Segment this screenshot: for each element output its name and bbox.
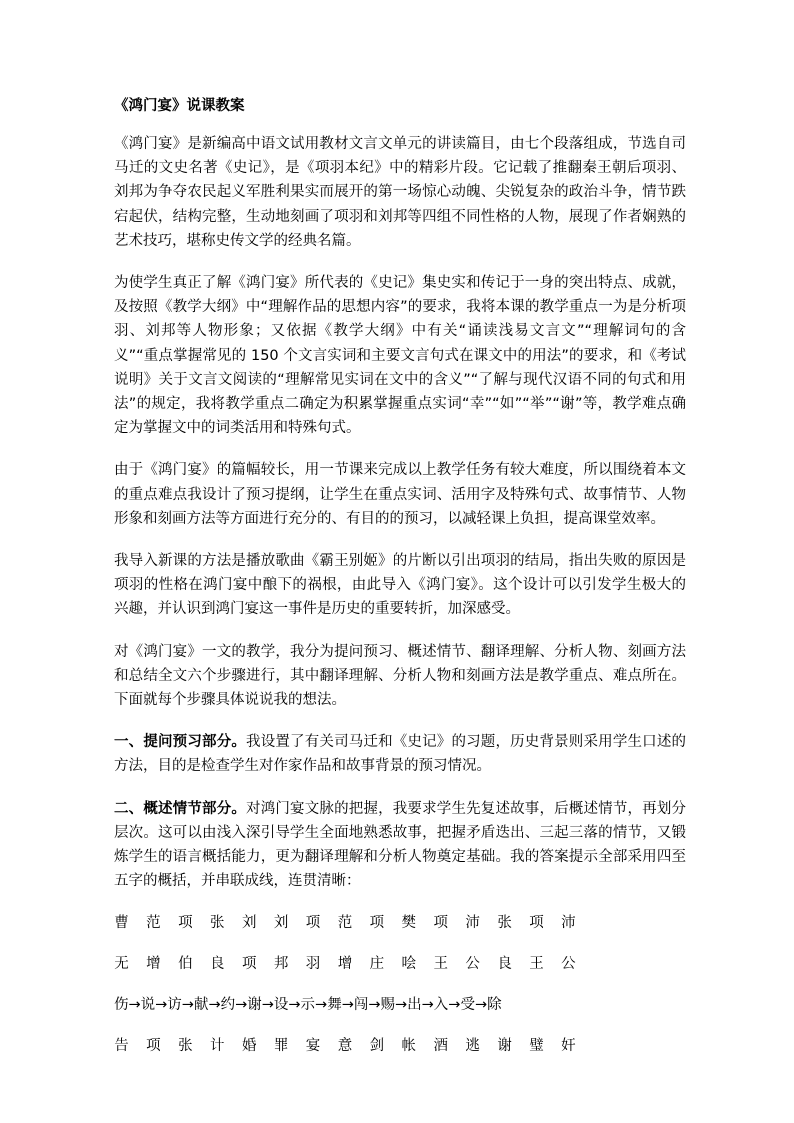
grid-cell: 范 [337,915,353,932]
grid-cell: 良 [497,956,512,973]
grid-cell: 项 [305,915,321,932]
grid-cell: 沛 [561,915,576,932]
grid-cell: 王 [529,956,544,973]
paragraph-preview-outline: 由于《鸿门宴》的篇幅较长，用一节课来完成以上教学任务有较大难度，所以围绕着本文的重点难点我设计了预习提纲，让学生在重点实词、活用字及特殊句式、故事情节、人物形象和刻画方法等方面进行充分的、有目的的预习，以减轻课上负担，提高课堂效率。 [114,462,686,527]
grid-cell: 增 [146,956,161,973]
section-2-paragraph [114,797,686,894]
section-1-heading: 一、提问预习部分。 [114,734,247,751]
grid-cell: 计 [210,1038,225,1055]
grid-cell: 伯 [178,956,193,973]
section-2-heading: 二、概述情节部分。 [114,800,247,817]
grid-cell: 奸 [561,1038,576,1055]
grid-cell: 张 [178,1038,193,1055]
grid-cell: 曹 [114,915,129,932]
grid-cell: 酒 [433,1038,448,1055]
section-1-paragraph [114,730,686,778]
grid-cell: 璧 [529,1038,544,1055]
section-2-body: 对鸿门宴文脉的把握，我要求学生先复述故事，后概述情节，再划分层次。这可以由浅入深引导学生全面地熟悉故事，把握矛盾迭出、三起三落的情节，又锻炼学生的语言概括能力，更为翻译理解和分析人物奠定基础。我的答案提示全部采用四至五字的概括，并串联成线，连贯清晰： [114,800,687,890]
paragraph-intro: 《鸿门宴》是新编高中语文试用教材文言文单元的讲读篇目，由七个段落组成，节选自司马迁的文史名著《史记》，是《项羽本纪》中的精彩片段。它记载了推翻秦王朝后项羽、刘邦为争夺农民起义军胜利果实而展开的第一场惊心动魄、尖锐复杂的政治斗争，情节跌宕起伏，结构完整，生动地刻画了项羽和刘邦等四组不同性格的人物，展现了作者娴熟的艺术技巧，堪称史传文学的经典名篇。 [114,136,686,249]
grid-cell: 剑 [369,1038,385,1055]
grid-cell: 樊 [401,915,417,932]
grid-cell: 张 [497,915,512,932]
grid-cell: 张 [210,915,225,932]
plot-arrow-chain: 伤→说→访→献→约→谢→设→示→舞→闯→赐→出→入→受→除 [114,997,502,1014]
grid-cell: 谢 [497,1038,512,1055]
grid-cell: 项 [433,915,448,932]
grid-cell: 王 [433,956,448,973]
grid-cell: 范 [146,915,161,932]
paragraph-lesson-intro: 我导入新课的方法是播放歌曲《霸王别姬》的片断以引出项羽的结局，指出失败的原因是项羽的性格在鸿门宴中酿下的祸根，由此导入《鸿门宴》。这个设计可以引发学生极大的兴趣，并认识到鸿门宴这一事件是历史的重要转折，加深感受。 [114,553,686,618]
grid-cell: 宴 [305,1038,321,1055]
plot-grid-row-4 [114,1034,576,1058]
paragraph-teaching-focus: 为使学生真正了解《鸿门宴》所代表的《史记》集史实和传记于一身的突出特点、成就，及按照《教学大纲》中“理解作品的思想内容”的要求，我将本课的教学重点一为是分析项羽、刘邦等人物形象；又依据《教学大纲》中有关“诵读浅易文言文”“理解词句的含义”“重点掌握常见的 150 个文言实词和主要文言句式在课文中的用法”的要求，和《考试说明》关于文言文阅读的“理解常见实词在文中的含义”“了解与现代汉语不同的句式和用法”的规定，我将教学重点二确定为积累掌握重点实词“幸”“如”“举”“谢”等，教学难点确定为掌握文中的词类活用和特殊句式。 [114,275,686,437]
grid-cell: 沛 [465,915,480,932]
grid-cell: 逃 [465,1038,480,1055]
grid-cell: 项 [178,915,193,932]
grid-cell: 意 [337,1038,353,1055]
grid-cell: 项 [369,915,385,932]
grid-cell: 刘 [273,915,289,932]
grid-cell: 项 [529,915,544,932]
grid-cell: 帐 [401,1038,417,1055]
grid-cell: 邦 [273,956,289,973]
grid-cell: 增 [337,956,353,973]
grid-cell: 项 [146,1038,161,1055]
grid-cell: 无 [114,956,129,973]
grid-cell: 哙 [401,956,417,973]
document-page [114,94,686,1075]
grid-cell: 婚 [241,1038,257,1055]
grid-cell: 告 [114,1038,129,1055]
grid-cell: 庄 [369,956,385,973]
section-1-body: 我设置了有关司马迁和《史记》的习题，历史背景则采用学生口述的方法，目的是检查学生对作家作品和故事背景的预习情况。 [114,734,687,775]
grid-cell: 公 [465,956,480,973]
plot-grid-row-1 [114,911,576,935]
grid-cell: 良 [210,956,225,973]
document-title: 《鸿门宴》说课教案 [114,98,245,114]
grid-cell: 罪 [273,1038,289,1055]
plot-grid-row-2 [114,952,576,976]
paragraph-steps-overview: 对《鸿门宴》一文的教学，我分为提问预习、概述情节、翻译理解、分析人物、刻画方法和总结全文六个步骤进行，其中翻译理解、分析人物和刻画方法是教学重点、难点所在。下面就每个步骤具体说说我的想法。 [114,643,686,709]
grid-cell: 项 [241,956,257,973]
grid-cell: 公 [561,956,576,973]
grid-cell: 刘 [241,915,257,932]
grid-cell: 羽 [305,956,321,973]
